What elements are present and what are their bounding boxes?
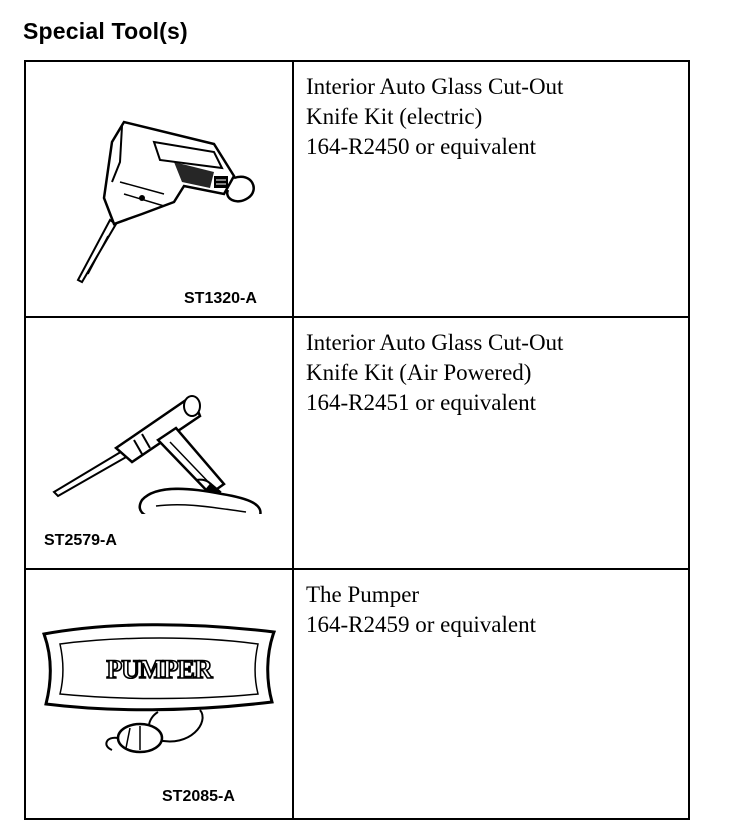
special-tools-table bbox=[24, 60, 690, 820]
tool-row-3 bbox=[26, 570, 688, 818]
tool-image-cell bbox=[26, 570, 294, 818]
tool-name-line2: Knife Kit (Air Powered) bbox=[306, 360, 532, 385]
tool-part-number: 164-R2451 or equivalent bbox=[306, 390, 536, 415]
tool-description bbox=[306, 328, 680, 418]
tool-name-line2: Knife Kit (electric) bbox=[306, 104, 483, 129]
pumper-label: PUMPER bbox=[106, 655, 212, 684]
pumper-icon bbox=[40, 622, 280, 762]
tool-image-cell bbox=[26, 318, 294, 568]
tool-ref-code: ST1320-A bbox=[184, 290, 257, 307]
tool-description bbox=[306, 72, 680, 162]
tool-name-line1: Interior Auto Glass Cut-Out bbox=[306, 74, 564, 99]
air-knife-icon bbox=[46, 344, 286, 514]
tool-ref-code: ST2085-A bbox=[162, 788, 235, 805]
tool-image-cell bbox=[26, 62, 294, 316]
tool-part-number: 164-R2459 or equivalent bbox=[306, 612, 536, 637]
section-heading: Special Tool(s) bbox=[23, 18, 188, 44]
tool-name-line1: Interior Auto Glass Cut-Out bbox=[306, 330, 564, 355]
electric-knife-icon bbox=[64, 102, 264, 302]
tool-name-line1: The Pumper bbox=[306, 582, 420, 607]
tool-description bbox=[306, 580, 680, 640]
tool-part-number: 164-R2450 or equivalent bbox=[306, 134, 536, 159]
tool-row-1 bbox=[26, 62, 688, 318]
tool-ref-code: ST2579-A bbox=[44, 532, 117, 549]
tool-row-2 bbox=[26, 318, 688, 570]
